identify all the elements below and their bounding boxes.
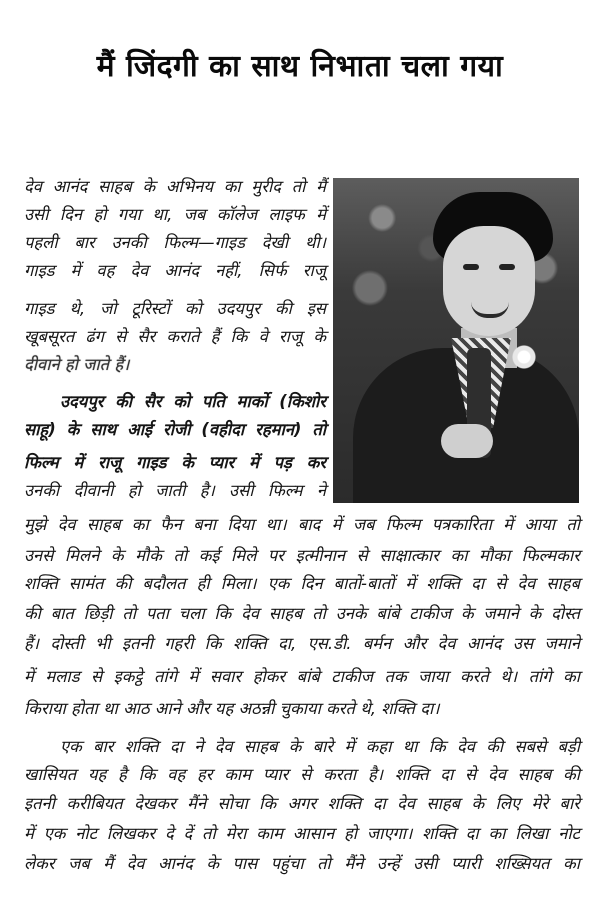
text-line: पहली बार उनकी फिल्म—गाइड देखी थी। — [24, 233, 326, 252]
text-line: शक्ति सामंत की बदौलत ही मिला। एक दिन बातों-बातों में शक्ति दा से देव साहब — [24, 574, 580, 593]
text-line: साहू) के साथ आई रोजी (वहीदा रहमान) तो — [24, 420, 326, 439]
portrait-photo — [333, 178, 579, 503]
text-line: दीवाने हो जाते हैं। — [24, 355, 130, 374]
photo-eye — [499, 264, 515, 270]
page-title: मैं जिंदगी का साथ निभाता चला गया — [96, 49, 504, 84]
text-line: उसी दिन हो गया था, जब कॉलेज लाइफ में — [24, 205, 326, 224]
text-line: किराया होता था आठ आने और यह अठन्नी चुकाया करते थे, शक्ति दा। — [24, 699, 440, 718]
text-line: फिल्म में राजू गाइड के प्यार में पड़ कर — [24, 453, 326, 472]
photo-face — [443, 226, 535, 336]
text-line: उनसे मिलने के मौके तो कई मिले पर इत्मीनान से साक्षात्कार का मौका फिल्मकार — [24, 546, 580, 565]
text-line: गाइड में वह देव आनंद नहीं, सिर्फ राजू — [24, 261, 326, 280]
photo-eye — [463, 264, 479, 270]
text-line: गाइड थे, जो टूरिस्टों को उदयपुर की इस — [24, 299, 326, 318]
text-line: हैं। दोस्ती भी इतनी गहरी कि शक्ति दा, एस.डी. बर्मन और देव आनंद उस जमाने — [24, 634, 580, 653]
text-line: खासियत यह है कि वह हर काम प्यार से करता है। शक्ति दा से देव साहब की — [24, 765, 580, 784]
text-line: लेकर जब मैं देव आनंद के पास पहुंचा तो मैंने उन्हें उसी प्यारी शख्सियत का — [24, 854, 580, 873]
photo-flower — [511, 344, 537, 370]
text-line: की बात छिड़ी तो पता चला कि देव साहब तो उनके बांबे टाकीज के जमाने के दोस्त — [24, 604, 580, 623]
text-line: देव आनंद साहब के अभिनय का मुरीद तो मैं — [24, 177, 326, 196]
photo-hand — [441, 424, 493, 458]
text-line: उनकी दीवानी हो जाती है। उसी फिल्म ने — [24, 481, 326, 500]
text-line: में एक नोट लिखकर दे दें तो मेरा काम आसान हो जाएगा। शक्ति दा का लिखा नोट — [24, 824, 580, 843]
text-line: उदयपुर की सैर को पति मार्को (किशोर — [60, 392, 326, 411]
text-line: मुझे देव साहब का फैन बना दिया था। बाद में जब फिल्म पत्रकारिता में आया तो — [24, 515, 580, 534]
text-line: इतनी करीबियत देखकर मैंने सोचा कि अगर शक्ति दा देव साहब के लिए मेरे बारे — [24, 794, 580, 813]
text-line: में मलाड से इकट्ठे तांगे में सवार होकर बांबे टाकीज तक जाया करते थे। तांगे का — [24, 667, 580, 686]
text-line: खूबसूरत ढंग से सैर कराते हैं कि वे राजू के — [24, 327, 326, 346]
text-line: एक बार शक्ति दा ने देव साहब के बारे में कहा था कि देव की सबसे बड़ी — [60, 737, 580, 756]
